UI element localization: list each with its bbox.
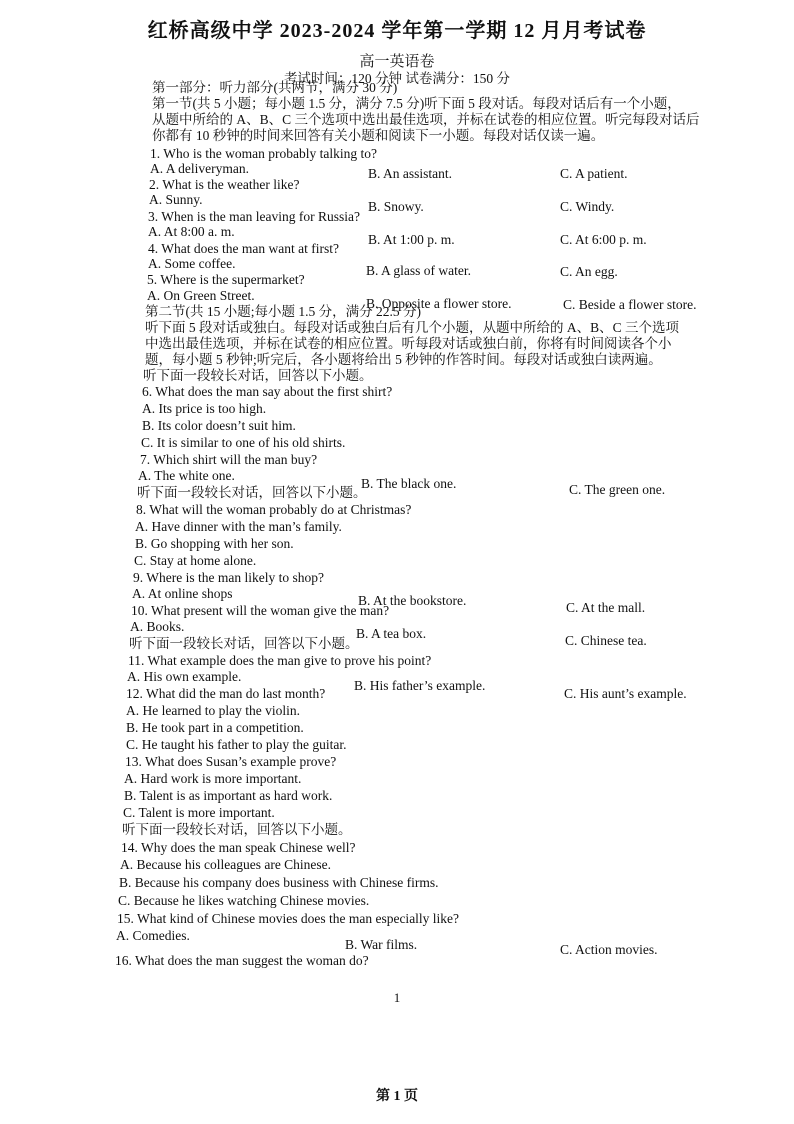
question-16: 16. What does the man suggest the woman do?	[115, 953, 369, 968]
option-b: B. War films.	[345, 937, 418, 952]
question-7: 7. Which shirt will the man buy?	[140, 452, 318, 467]
part1-heading: 第一部分：听力部分(共两节，满分 30 分)	[152, 80, 398, 95]
question-11: 11. What example does the man give to prove his point?	[128, 653, 432, 668]
option-c: C. His aunt’s example.	[564, 686, 687, 701]
exam-info: 考试时间：120 分钟 试卷满分：150 分	[283, 71, 511, 86]
question-8: 8. What will the woman probably do at Christmas?	[136, 502, 412, 517]
dialogue-instruction: 听下面一段较长对话，回答以下小题。	[129, 636, 359, 651]
option-c: C. At the mall.	[566, 600, 646, 615]
option-a: A. Some coffee.	[148, 256, 236, 271]
option-b: B. Opposite a flower store.	[366, 296, 512, 311]
dialogue-instruction: 听下面一段较长对话，回答以下小题。	[137, 485, 367, 500]
question-14: 14. Why does the man speak Chinese well?	[121, 840, 356, 855]
section2-instruction: 中选出最佳选项，并标在试卷的相应位置。听每段对话或独白前，你将有时间阅读各个小	[145, 336, 672, 351]
option-c: C. Action movies.	[560, 942, 658, 957]
page-footer: 第 1 页	[376, 1089, 418, 1104]
dialogue-instruction: 听下面一段较长对话，回答以下小题。	[122, 822, 352, 837]
question-10: 10. What present will the woman give the man?	[131, 603, 390, 618]
question-13: 13. What does Susan’s example prove?	[125, 754, 337, 769]
option-c: C. The green one.	[569, 482, 666, 497]
option-c: C. Beside a flower store.	[563, 297, 697, 312]
option-a: A. Comedies.	[116, 928, 190, 943]
question-9: 9. Where is the man likely to shop?	[133, 570, 324, 585]
option-c: C. He taught his father to play the guitar.	[126, 737, 347, 752]
option-c: C. Stay at home alone.	[134, 553, 257, 568]
option-b: B. At 1:00 p. m.	[368, 232, 455, 247]
section1-instruction: 第一节(共 5 小题；每小题 1.5 分，满分 7.5 分)听下面 5 段对话。每段对话后有一个小题，	[152, 96, 681, 111]
option-a: A. At online shops	[132, 586, 233, 601]
option-a: A. Books.	[130, 619, 185, 634]
option-a: A. He learned to play the violin.	[126, 703, 300, 718]
section2-instruction: 听下面 5 段对话或独白。每段对话或独白后有几个小题，从题中所给的 A、B、C 三个选项	[145, 320, 680, 335]
question-5: 5. Where is the supermarket?	[147, 272, 305, 287]
question-12: 12. What did the man do last month?	[126, 686, 326, 701]
option-b: B. A glass of water.	[366, 263, 471, 278]
question-6: 6. What does the man say about the first shirt?	[142, 384, 393, 399]
option-c: C. An egg.	[560, 264, 618, 279]
option-c: C. Because he likes watching Chinese movies.	[118, 893, 370, 908]
option-c: C. Windy.	[560, 199, 615, 214]
section2-heading: 第二节(共 15 小题;每小题 1.5 分，满分 22.5 分)	[145, 304, 421, 319]
option-b: B. He took part in a competition.	[126, 720, 304, 735]
option-b: B. Go shopping with her son.	[135, 536, 294, 551]
option-a: A. Have dinner with the man’s family.	[135, 519, 342, 534]
dialogue-instruction: 听下面一段较长对话，回答以下小题。	[143, 368, 373, 383]
section1-instruction: 从题中所给的 A、B、C 三个选项中选出最佳选项，并标在试卷的相应位置。听完每段对话后	[152, 112, 700, 127]
question-2: 2. What is the weather like?	[149, 177, 300, 192]
option-a: A. Sunny.	[149, 192, 203, 207]
option-a: A. Its price is too high.	[142, 401, 267, 416]
option-b: B. A tea box.	[356, 626, 427, 641]
option-b: B. An assistant.	[368, 166, 453, 181]
question-1: 1. Who is the woman probably talking to?	[150, 146, 377, 161]
option-c: C. Chinese tea.	[565, 633, 647, 648]
option-b: B. Snowy.	[368, 199, 424, 214]
option-b: B. At the bookstore.	[358, 593, 467, 608]
option-b: B. Talent is as important as hard work.	[124, 788, 333, 803]
option-b: B. Its color doesn’t suit him.	[142, 418, 296, 433]
option-a: A. A deliveryman.	[150, 161, 249, 176]
option-c: C. Talent is more important.	[123, 805, 275, 820]
question-15: 15. What kind of Chinese movies does the man especially like?	[117, 911, 460, 926]
option-a: A. Because his colleagues are Chinese.	[120, 857, 332, 872]
exam-title: 红桥高级中学 2023-2024 学年第一学期 12 月月考试卷	[147, 20, 647, 42]
option-c: C. A patient.	[560, 166, 628, 181]
option-b: B. The black one.	[361, 476, 457, 491]
option-a: A. His own example.	[127, 669, 242, 684]
question-3: 3. When is the man leaving for Russia?	[148, 209, 360, 224]
option-a: A. On Green Street.	[147, 288, 255, 303]
question-4: 4. What does the man want at first?	[148, 241, 339, 256]
section1-instruction: 你都有 10 秒钟的时间来回答有关小题和阅读下一小题。每段对话仅读一遍。	[152, 128, 605, 143]
section2-instruction: 题，每小题 5 秒钟;听完后，各小题将给出 5 秒钟的作答时间。每段对话或独白读两遍。	[145, 352, 662, 367]
page-number: 1	[393, 990, 401, 1005]
exam-subtitle: 高一英语卷	[359, 54, 435, 70]
option-a: A. Hard work is more important.	[124, 771, 302, 786]
option-b: B. His father’s example.	[354, 678, 486, 693]
option-c: C. It is similar to one of his old shirts.	[141, 435, 346, 450]
option-b: B. Because his company does business with Chinese firms.	[119, 875, 439, 890]
option-a: A. At 8:00 a. m.	[148, 224, 235, 239]
option-a: A. The white one.	[138, 468, 235, 483]
option-c: C. At 6:00 p. m.	[560, 232, 647, 247]
